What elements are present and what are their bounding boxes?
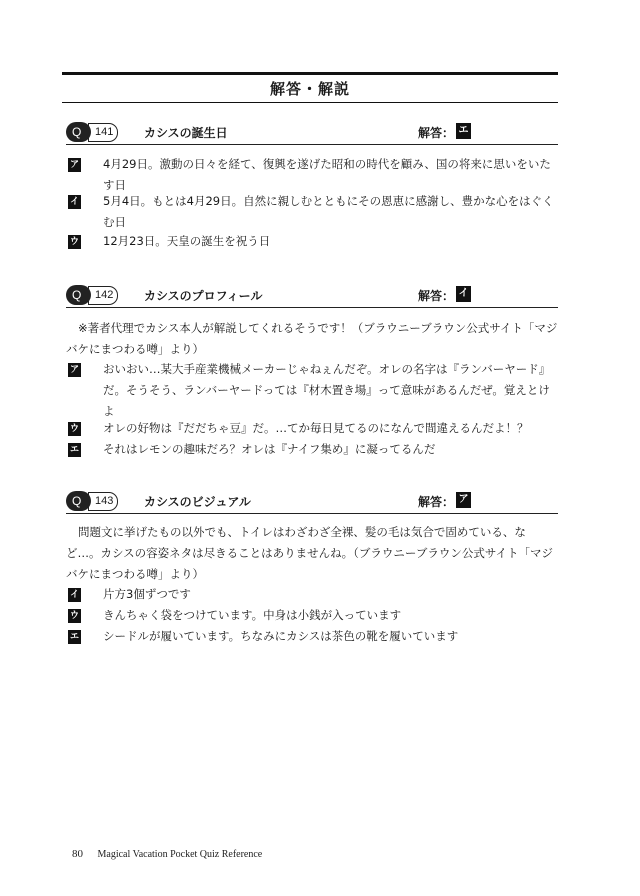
answer-key: イ — [456, 286, 471, 302]
question-title: カシスの誕生日 — [144, 126, 228, 140]
option-text: シードルが履いています。ちなみにカシスは茶色の靴を履いています — [103, 629, 459, 643]
option-item — [68, 608, 558, 626]
question-underline — [66, 513, 558, 514]
page-title: 解答・解説 — [269, 80, 350, 98]
answer-label: 解答： — [418, 126, 455, 140]
option-text: 12月23日。天皇の誕生を祝う日 — [103, 234, 271, 248]
option-text: きんちゃく袋をつけています。中身は小銭が入っています — [103, 608, 402, 622]
question-title: カシスのプロフィール — [144, 289, 263, 303]
answer-key: ア — [456, 492, 471, 508]
option-key: イ — [69, 197, 79, 207]
option-text: 4月29日。激動の日々を経て、復興を遂げた昭和の時代を顧み、国の将来に思いをいたす日 — [103, 157, 551, 192]
option-key: イ — [69, 590, 79, 600]
question-underline — [66, 307, 558, 308]
page-footer — [72, 848, 262, 860]
answer-label: 解答： — [418, 289, 455, 303]
option-key: ウ — [69, 424, 79, 434]
page-number: 80 — [72, 848, 83, 860]
question-header-141 — [66, 122, 556, 144]
option-key: エ — [69, 632, 79, 642]
question-badge: Q — [66, 122, 91, 142]
option-key: ア — [69, 160, 79, 170]
book-title: Magical Vacation Pocket Quiz Reference — [97, 849, 263, 860]
option-item — [68, 442, 558, 460]
option-key: ウ — [69, 237, 79, 247]
question-number: 143 — [88, 492, 118, 511]
explanation-note: 問題文に挙げたもの以外でも、トイレはわざわざ全裸、髪の毛は気合で固めている、など…。カシスの容姿ネタは尽きることはありませんね。（ブラウニーブラウン公式サイト「マジバケにまつわる噂」より） — [66, 525, 554, 581]
question-number: 142 — [88, 286, 118, 305]
question-badge: Q — [66, 491, 91, 511]
option-item — [68, 421, 558, 439]
option-item — [68, 362, 558, 422]
question-badge: Q — [66, 285, 91, 305]
explanation-note: ※著者代理でカシス本人が解説してくれるそうです！（ブラウニーブラウン公式サイト「マジバケにまつわる噂」より） — [66, 321, 558, 356]
option-key: エ — [69, 445, 79, 455]
title-top-rule — [62, 72, 558, 75]
answer-key: エ — [456, 123, 471, 139]
question-header-143 — [66, 491, 556, 513]
option-key: ウ — [69, 611, 79, 621]
title-bottom-rule — [62, 102, 558, 103]
question-underline — [66, 144, 558, 145]
option-text: それはレモンの趣味だろ？オレは『ナイフ集め』に凝ってるんだ — [103, 442, 436, 456]
option-item — [68, 587, 558, 605]
option-text: 5月4日。もとは4月29日。自然に親しむとともにその恩恵に感謝し、豊かな心をはぐくむ日 — [103, 194, 554, 229]
option-item — [68, 234, 558, 252]
option-key: ア — [69, 365, 79, 375]
option-text: 片方3個ずつです — [103, 587, 191, 601]
option-item — [68, 194, 558, 233]
question-title: カシスのビジュアル — [144, 495, 251, 509]
question-header-142 — [66, 285, 556, 307]
option-text: おいおい…某大手産業機械メーカーじゃねぇんだぞ。オレの名字は『ランバーヤード』だ。そうそう、ランバーヤードっては『材木置き場』って意味があるんだぜ。覚えとけよ — [103, 362, 551, 418]
option-item — [68, 629, 558, 647]
option-text: オレの好物は『だだちゃ豆』だ。…てか毎日見てるのになんで間違えるんだよ！？ — [103, 421, 529, 435]
answer-label: 解答： — [418, 495, 455, 509]
question-number: 141 — [88, 123, 118, 142]
